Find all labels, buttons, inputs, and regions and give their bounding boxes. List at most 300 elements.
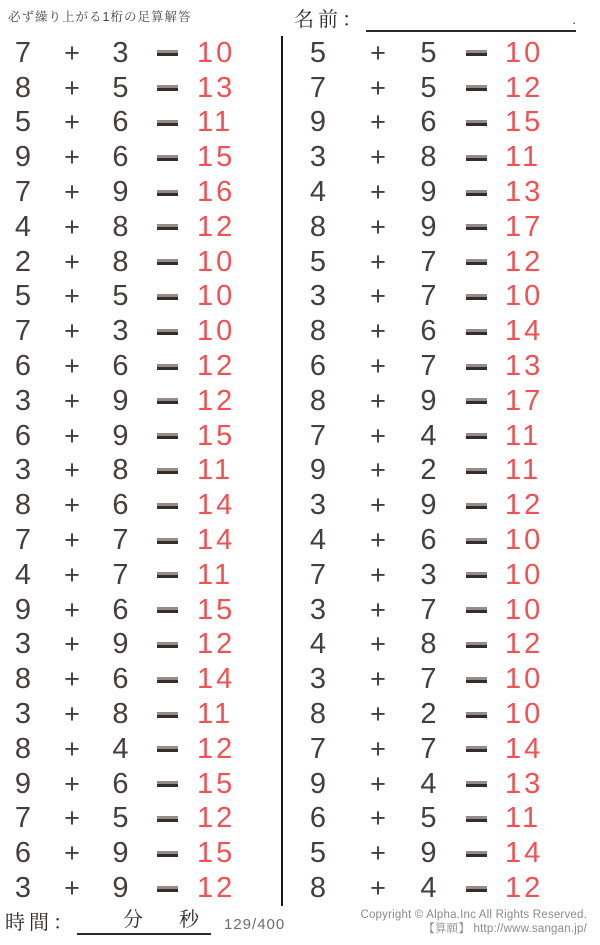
equals-glyph <box>466 886 487 892</box>
equals-sign <box>454 851 499 857</box>
time-label: 時間： <box>5 912 77 934</box>
plus-sign: + <box>64 142 80 173</box>
answer: 12 <box>197 628 236 661</box>
operand-b: 6 <box>112 350 129 383</box>
operand-b: 6 <box>112 767 129 800</box>
plus-sign: + <box>64 37 80 68</box>
problem-row <box>0 663 281 696</box>
equals-glyph <box>466 851 487 857</box>
equals-sign <box>454 155 499 161</box>
answer: 11 <box>197 106 234 139</box>
plus-sign: + <box>370 211 386 242</box>
answer: 11 <box>505 454 542 487</box>
operand-a: 9 <box>309 767 327 800</box>
plus-sign: + <box>370 490 386 521</box>
site-url-line: 【算願】 http://www.sangan.jp/ <box>423 923 587 935</box>
equals-glyph <box>466 642 487 648</box>
answer: 15 <box>197 767 236 800</box>
operand-b: 9 <box>112 872 129 905</box>
problem-row <box>283 594 600 627</box>
equals-sign <box>454 572 499 578</box>
operand-a: 4 <box>309 176 327 209</box>
operand-b: 7 <box>420 593 437 626</box>
plus-sign: + <box>64 490 80 521</box>
operand-a: 9 <box>309 454 327 487</box>
plus-sign: + <box>64 594 80 625</box>
operand-a: 8 <box>14 489 32 522</box>
answer: 14 <box>505 732 544 765</box>
plus-sign: + <box>370 455 386 486</box>
plus-sign: + <box>64 664 80 695</box>
answer: 11 <box>505 419 542 452</box>
equals-glyph <box>466 259 487 265</box>
plus-sign: + <box>64 385 80 416</box>
problem-row <box>283 246 600 279</box>
operand-a: 3 <box>309 663 327 696</box>
operand-b: 4 <box>420 767 437 800</box>
equals-glyph <box>157 364 178 370</box>
operand-b: 9 <box>420 837 437 870</box>
answer: 13 <box>505 176 544 209</box>
equals-sign <box>143 677 191 683</box>
equals-sign <box>454 120 499 126</box>
equals-glyph <box>157 120 178 126</box>
problem-row <box>0 698 281 731</box>
problem-row <box>283 385 600 418</box>
progress-counter: 129/400 <box>224 916 286 933</box>
problem-row <box>0 72 281 105</box>
problem-row <box>283 698 600 731</box>
operand-a: 9 <box>14 141 32 174</box>
answer: 10 <box>197 36 236 69</box>
operand-a: 9 <box>309 106 327 139</box>
operand-b: 3 <box>112 315 129 348</box>
operand-b: 5 <box>420 71 437 104</box>
equals-glyph <box>466 503 487 509</box>
problem-row <box>0 594 281 627</box>
problem-row <box>0 280 281 313</box>
operand-b: 8 <box>112 245 129 278</box>
equals-sign <box>143 155 191 161</box>
operand-a: 8 <box>14 71 32 104</box>
plus-sign: + <box>64 281 80 312</box>
equals-glyph <box>466 398 487 404</box>
plus-sign: + <box>370 629 386 660</box>
operand-b: 8 <box>420 628 437 661</box>
operand-b: 6 <box>112 663 129 696</box>
equals-sign <box>454 503 499 509</box>
operand-b: 5 <box>112 280 129 313</box>
operand-b: 6 <box>112 141 129 174</box>
operand-a: 3 <box>14 698 32 731</box>
equals-glyph <box>466 607 487 613</box>
operand-b: 7 <box>420 350 437 383</box>
operand-b: 8 <box>112 210 129 243</box>
operand-a: 6 <box>14 837 32 870</box>
plus-sign: + <box>370 594 386 625</box>
problem-row <box>0 628 281 661</box>
equals-glyph <box>466 120 487 126</box>
operand-a: 6 <box>309 350 327 383</box>
answer: 12 <box>197 802 236 835</box>
answer: 12 <box>505 245 544 278</box>
seconds-label: 秒 <box>179 909 199 931</box>
operand-a: 3 <box>14 872 32 905</box>
equals-glyph <box>157 294 178 300</box>
equals-sign <box>454 746 499 752</box>
equals-sign <box>143 642 191 648</box>
equals-sign <box>143 329 191 335</box>
answer: 12 <box>197 384 236 417</box>
problem-row <box>0 385 281 418</box>
equals-glyph <box>157 746 178 752</box>
equals-glyph <box>466 364 487 370</box>
equals-glyph <box>157 503 178 509</box>
equals-sign <box>454 364 499 370</box>
answer: 15 <box>197 419 236 452</box>
equals-sign <box>454 642 499 648</box>
operand-b: 7 <box>420 663 437 696</box>
answer: 12 <box>197 732 236 765</box>
equals-glyph <box>466 712 487 718</box>
equals-sign <box>454 294 499 300</box>
problem-row <box>0 454 281 487</box>
problem-row <box>0 420 281 453</box>
equals-sign <box>143 50 191 56</box>
equals-glyph <box>466 816 487 822</box>
answer: 15 <box>197 837 236 870</box>
operand-a: 3 <box>309 280 327 313</box>
equals-glyph <box>466 538 487 544</box>
name-line-period: . <box>572 12 576 27</box>
problem-row <box>283 559 600 592</box>
operand-b: 5 <box>420 802 437 835</box>
answer: 17 <box>505 210 544 243</box>
operand-b: 8 <box>112 698 129 731</box>
answer: 12 <box>197 210 236 243</box>
equals-glyph <box>466 572 487 578</box>
equals-glyph <box>157 190 178 196</box>
equals-glyph <box>157 398 178 404</box>
operand-b: 3 <box>112 36 129 69</box>
answer: 10 <box>505 593 544 626</box>
plus-sign: + <box>370 37 386 68</box>
plus-sign: + <box>370 420 386 451</box>
plus-sign: + <box>64 525 80 556</box>
answer: 12 <box>197 350 236 383</box>
equals-glyph <box>157 329 178 335</box>
operand-a: 5 <box>309 36 327 69</box>
plus-sign: + <box>370 873 386 904</box>
problem-row <box>283 802 600 835</box>
plus-sign: + <box>64 316 80 347</box>
equals-sign <box>454 677 499 683</box>
equals-glyph <box>466 329 487 335</box>
problem-row <box>283 733 600 766</box>
plus-sign: + <box>64 455 80 486</box>
problem-row <box>283 315 600 348</box>
plus-sign: + <box>64 803 80 834</box>
equals-sign <box>454 224 499 230</box>
operand-b: 4 <box>112 732 129 765</box>
operand-b: 6 <box>420 315 437 348</box>
equals-sign <box>143 433 191 439</box>
problem-row <box>0 768 281 801</box>
answer: 17 <box>505 384 544 417</box>
operand-a: 7 <box>14 802 32 835</box>
operand-b: 4 <box>420 872 437 905</box>
operand-a: 4 <box>309 524 327 557</box>
operand-a: 8 <box>309 872 327 905</box>
operand-a: 7 <box>14 315 32 348</box>
operand-a: 8 <box>309 315 327 348</box>
equals-sign <box>454 329 499 335</box>
equals-sign <box>143 712 191 718</box>
answer: 10 <box>505 280 544 313</box>
equals-glyph <box>157 642 178 648</box>
plus-sign: + <box>64 211 80 242</box>
answer: 15 <box>505 106 544 139</box>
equals-sign <box>143 468 191 474</box>
equals-glyph <box>157 85 178 91</box>
plus-sign: + <box>64 559 80 590</box>
answer: 14 <box>197 489 236 522</box>
operand-b: 7 <box>112 524 129 557</box>
operand-b: 6 <box>112 489 129 522</box>
plus-sign: + <box>64 629 80 660</box>
answer: 12 <box>505 489 544 522</box>
name-underline <box>366 7 576 32</box>
problem-row <box>0 141 281 174</box>
problem-row <box>0 559 281 592</box>
operand-a: 9 <box>14 593 32 626</box>
answer: 12 <box>505 628 544 661</box>
operand-a: 7 <box>309 558 327 591</box>
equals-glyph <box>466 746 487 752</box>
plus-sign: + <box>64 838 80 869</box>
equals-glyph <box>466 433 487 439</box>
operand-a: 7 <box>309 419 327 452</box>
answer: 14 <box>505 837 544 870</box>
operand-a: 7 <box>14 524 32 557</box>
plus-sign: + <box>370 699 386 730</box>
answer: 10 <box>505 558 544 591</box>
operand-a: 8 <box>309 210 327 243</box>
answer: 10 <box>505 698 544 731</box>
plus-sign: + <box>64 246 80 277</box>
equals-glyph <box>157 572 178 578</box>
equals-sign <box>454 886 499 892</box>
equals-sign <box>143 572 191 578</box>
plus-sign: + <box>64 733 80 764</box>
equals-sign <box>143 503 191 509</box>
operand-a: 7 <box>309 71 327 104</box>
equals-sign <box>454 712 499 718</box>
operand-b: 9 <box>420 489 437 522</box>
problem-row <box>0 837 281 870</box>
equals-glyph <box>466 677 487 683</box>
equals-sign <box>454 50 499 56</box>
answer: 10 <box>505 524 544 557</box>
equals-sign <box>143 746 191 752</box>
operand-b: 2 <box>420 454 437 487</box>
operand-b: 9 <box>420 384 437 417</box>
operand-a: 4 <box>14 210 32 243</box>
operand-a: 8 <box>309 698 327 731</box>
equals-sign <box>143 398 191 404</box>
equals-glyph <box>157 468 178 474</box>
operand-a: 7 <box>14 36 32 69</box>
time-underline <box>77 908 211 935</box>
equals-sign <box>143 781 191 787</box>
operand-b: 5 <box>420 36 437 69</box>
name-field <box>294 3 576 32</box>
plus-sign: + <box>370 664 386 695</box>
operand-b: 3 <box>420 558 437 591</box>
equals-sign <box>143 294 191 300</box>
problem-row <box>283 72 600 105</box>
equals-glyph <box>157 224 178 230</box>
problem-row <box>283 663 600 696</box>
answer: 15 <box>197 593 236 626</box>
plus-sign: + <box>64 873 80 904</box>
operand-b: 9 <box>420 210 437 243</box>
equals-glyph <box>157 781 178 787</box>
problem-row <box>283 350 600 383</box>
equals-glyph <box>466 468 487 474</box>
equals-sign <box>143 816 191 822</box>
operand-b: 9 <box>112 419 129 452</box>
problem-row <box>0 37 281 70</box>
answer: 11 <box>197 454 234 487</box>
problem-row <box>283 489 600 522</box>
answer: 14 <box>197 524 236 557</box>
problem-row <box>283 454 600 487</box>
problem-row <box>283 211 600 244</box>
operand-a: 3 <box>14 628 32 661</box>
equals-sign <box>454 259 499 265</box>
plus-sign: + <box>370 72 386 103</box>
equals-glyph <box>466 50 487 56</box>
problem-row <box>283 141 600 174</box>
operand-b: 7 <box>420 245 437 278</box>
equals-sign <box>143 85 191 91</box>
operand-b: 9 <box>112 176 129 209</box>
problem-row <box>283 37 600 70</box>
equals-sign <box>454 433 499 439</box>
equals-sign <box>454 538 499 544</box>
equals-sign <box>454 781 499 787</box>
equals-sign <box>454 85 499 91</box>
equals-sign <box>143 886 191 892</box>
problem-row <box>283 628 600 661</box>
operand-b: 8 <box>112 454 129 487</box>
operand-a: 9 <box>14 767 32 800</box>
problem-row <box>283 420 600 453</box>
operand-b: 6 <box>112 593 129 626</box>
equals-glyph <box>157 712 178 718</box>
answer: 12 <box>505 71 544 104</box>
answer: 13 <box>197 71 236 104</box>
answer: 14 <box>505 315 544 348</box>
equals-glyph <box>466 294 487 300</box>
operand-b: 6 <box>420 106 437 139</box>
operand-b: 7 <box>420 280 437 313</box>
plus-sign: + <box>64 420 80 451</box>
plus-sign: + <box>64 177 80 208</box>
problem-row <box>0 350 281 383</box>
equals-sign <box>143 538 191 544</box>
equals-glyph <box>157 538 178 544</box>
equals-sign <box>143 364 191 370</box>
equals-glyph <box>466 85 487 91</box>
plus-sign: + <box>370 803 386 834</box>
operand-a: 3 <box>309 489 327 522</box>
name-label: 名前： <box>294 9 366 31</box>
problem-row <box>0 176 281 209</box>
operand-a: 2 <box>14 245 32 278</box>
plus-sign: + <box>370 281 386 312</box>
plus-sign: + <box>370 559 386 590</box>
operand-b: 9 <box>112 837 129 870</box>
problem-row <box>283 524 600 557</box>
equals-sign <box>454 816 499 822</box>
problem-row <box>0 802 281 835</box>
answer: 11 <box>197 698 234 731</box>
equals-glyph <box>157 433 178 439</box>
answer: 10 <box>197 280 236 313</box>
problem-row <box>0 246 281 279</box>
answer: 11 <box>505 141 542 174</box>
equals-sign <box>454 468 499 474</box>
operand-b: 7 <box>420 732 437 765</box>
answer: 10 <box>505 36 544 69</box>
answer: 10 <box>197 315 236 348</box>
operand-a: 7 <box>14 176 32 209</box>
plus-sign: + <box>64 699 80 730</box>
operand-a: 4 <box>309 628 327 661</box>
problem-row <box>283 837 600 870</box>
plus-sign: + <box>64 72 80 103</box>
answer: 12 <box>197 872 236 905</box>
equals-glyph <box>157 155 178 161</box>
equals-glyph <box>157 607 178 613</box>
answer: 11 <box>505 802 542 835</box>
copyright-line: Copyright © Alpha.Inc All Rights Reserved. <box>360 909 587 921</box>
operand-b: 5 <box>112 71 129 104</box>
equals-glyph <box>157 851 178 857</box>
equals-glyph <box>466 155 487 161</box>
answer: 10 <box>197 245 236 278</box>
problem-row <box>283 768 600 801</box>
answer: 11 <box>197 558 234 591</box>
operand-a: 5 <box>309 245 327 278</box>
equals-sign <box>143 259 191 265</box>
plus-sign: + <box>370 733 386 764</box>
operand-a: 6 <box>14 419 32 452</box>
problem-row <box>283 176 600 209</box>
operand-a: 6 <box>309 802 327 835</box>
plus-sign: + <box>370 142 386 173</box>
problem-row <box>0 872 281 905</box>
operand-b: 5 <box>112 802 129 835</box>
problem-row <box>283 280 600 313</box>
equals-glyph <box>157 50 178 56</box>
plus-sign: + <box>370 316 386 347</box>
equals-glyph <box>466 224 487 230</box>
equals-sign <box>143 607 191 613</box>
page-title: 必ず繰り上がる1桁の足算解答 <box>8 10 192 24</box>
